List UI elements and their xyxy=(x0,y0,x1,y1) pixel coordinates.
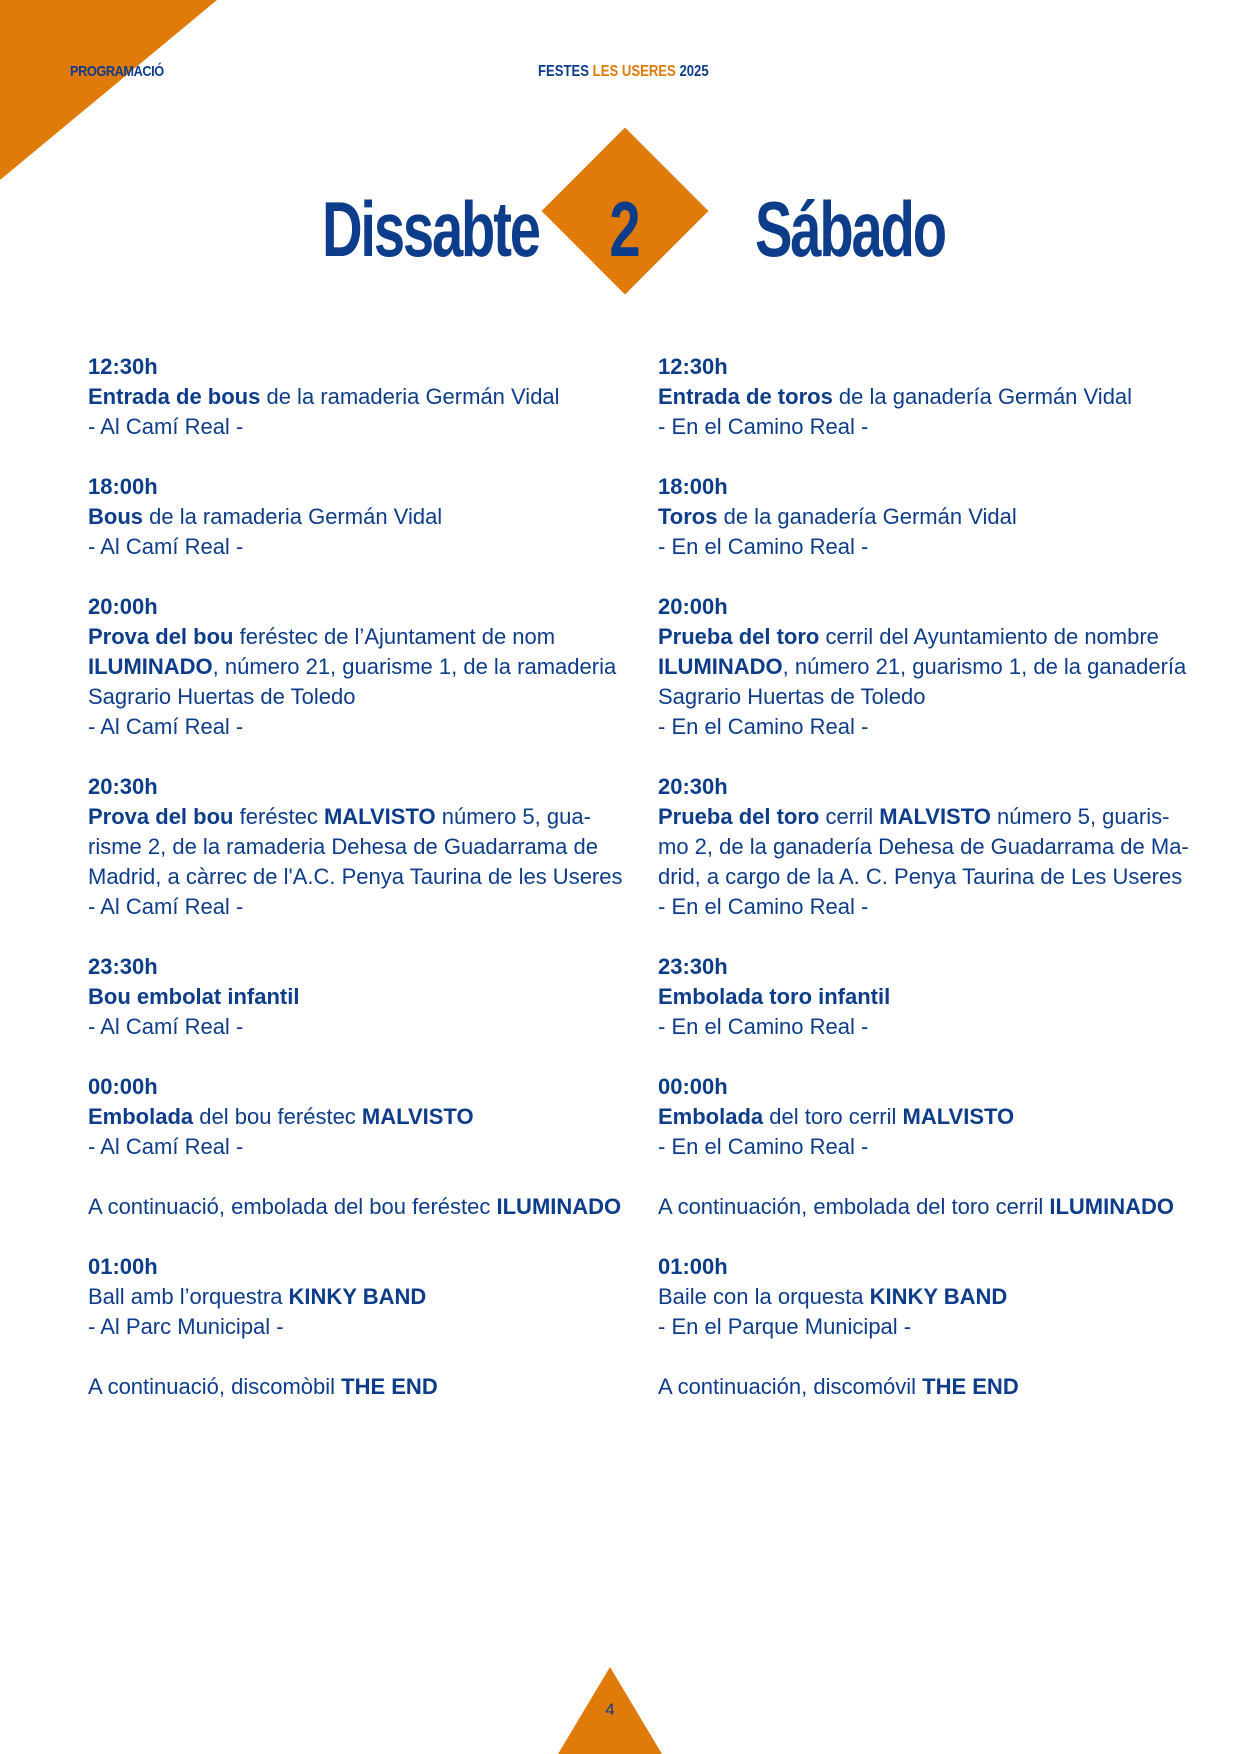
event-location: - Al Camí Real - xyxy=(88,534,244,559)
event-location: - En el Parque Municipal - xyxy=(658,1314,912,1339)
event-time: 18:00h xyxy=(658,474,728,499)
day-title-catalan: Dissabte xyxy=(322,185,539,273)
event-time: 12:30h xyxy=(88,354,158,379)
event-continuation: A continuación, embolada del toro cerril ILUMINADO xyxy=(658,1194,1174,1219)
event-location: - Al Parc Municipal - xyxy=(88,1314,284,1339)
publication-title-accent: LES USERES xyxy=(592,63,676,80)
day-title-spanish: Sábado xyxy=(755,185,945,273)
event-2030: 20:30h Prova del bou feréstec MALVISTO número 5, gua- risme 2, de la ramaderia Dehesa de Guadarrama de Madrid, a càrrec de l'A.C. Penya Taurina de les Useres - Al Camí Real - xyxy=(88,772,608,922)
event-time: 00:00h xyxy=(88,1074,158,1099)
event-time: 20:00h xyxy=(88,594,158,619)
day-number: 2 xyxy=(609,185,641,273)
event-0100: 01:00h Ball amb l’orquestra KINKY BAND - Al Parc Municipal - xyxy=(88,1252,608,1342)
event-1230: 12:30h Entrada de toros de la ganadería Germán Vidal - En el Camino Real - xyxy=(658,352,1178,442)
event-time: 20:30h xyxy=(88,774,158,799)
event-time: 00:00h xyxy=(658,1074,728,1099)
event-continuation: A continuació, embolada del bou feréstec ILUMINADO xyxy=(88,1194,622,1219)
event-2000: 20:00h Prova del bou feréstec de l’Ajuntament de nom ILUMINADO, número 21, guarisme 1, de la ramaderia Sagrario Huertas de Toledo - Al Camí Real - xyxy=(88,592,608,742)
event-location: - En el Camino Real - xyxy=(658,534,869,559)
event-time: 23:30h xyxy=(658,954,728,979)
event-2330: 23:30h Bou embolat infantil - Al Camí Real - xyxy=(88,952,608,1042)
event-1800: 18:00h Bous de la ramaderia Germán Vidal - Al Camí Real - xyxy=(88,472,608,562)
section-label: PROGRAMACIÓ xyxy=(70,63,164,80)
event-2030: 20:30h Prueba del toro cerril MALVISTO número 5, guaris- mo 2, de la ganadería Dehesa de Guadarrama de Ma- drid, a cargo de la A. C. Penya Taurina de Les Useres - En el Camino Real - xyxy=(658,772,1178,922)
event-1800: 18:00h Toros de la ganadería Germán Vidal - En el Camino Real - xyxy=(658,472,1178,562)
event-0000: 00:00h Embolada del toro cerril MALVISTO - En el Camino Real - xyxy=(658,1072,1178,1162)
event-location: - En el Camino Real - xyxy=(658,894,869,919)
event-time: 23:30h xyxy=(88,954,158,979)
event-location: - Al Camí Real - xyxy=(88,414,244,439)
publication-title: FESTES LES USERES 2025 xyxy=(538,63,709,80)
event-location: - En el Camino Real - xyxy=(658,414,869,439)
event-0000: 00:00h Embolada del bou feréstec MALVISTO - Al Camí Real - xyxy=(88,1072,608,1162)
page-number: 4 xyxy=(605,1700,615,1719)
event-2330: 23:30h Embolada toro infantil - En el Camino Real - xyxy=(658,952,1178,1042)
event-location: - Al Camí Real - xyxy=(88,894,244,919)
event-location: - En el Camino Real - xyxy=(658,1134,869,1159)
event-time: 01:00h xyxy=(88,1254,158,1279)
event-1230: 12:30h Entrada de bous de la ramaderia Germán Vidal - Al Camí Real - xyxy=(88,352,608,442)
event-location: - Al Camí Real - xyxy=(88,1014,244,1039)
event-location: - En el Camino Real - xyxy=(658,1014,869,1039)
event-time: 01:00h xyxy=(658,1254,728,1279)
event-continuation-disco: A continuación, discomóvil THE END xyxy=(658,1374,1019,1399)
event-continuation-disco: A continuació, discomòbil THE END xyxy=(88,1374,438,1399)
schedule-spanish xyxy=(658,352,1189,1432)
corner-decoration xyxy=(0,0,217,180)
event-time: 20:30h xyxy=(658,774,728,799)
event-location: - Al Camí Real - xyxy=(88,714,244,739)
event-time: 20:00h xyxy=(658,594,728,619)
event-2000: 20:00h Prueba del toro cerril del Ayuntamiento de nombre ILUMINADO, número 21, guarismo 1, de la ganadería Sagrario Huertas de Toledo - En el Camino Real - xyxy=(658,592,1178,742)
schedule-catalan xyxy=(88,352,623,1432)
event-0100: 01:00h Baile con la orquesta KINKY BAND - En el Parque Municipal - xyxy=(658,1252,1178,1342)
event-location: - En el Camino Real - xyxy=(658,714,869,739)
event-location: - Al Camí Real - xyxy=(88,1134,244,1159)
event-time: 12:30h xyxy=(658,354,728,379)
event-time: 18:00h xyxy=(88,474,158,499)
